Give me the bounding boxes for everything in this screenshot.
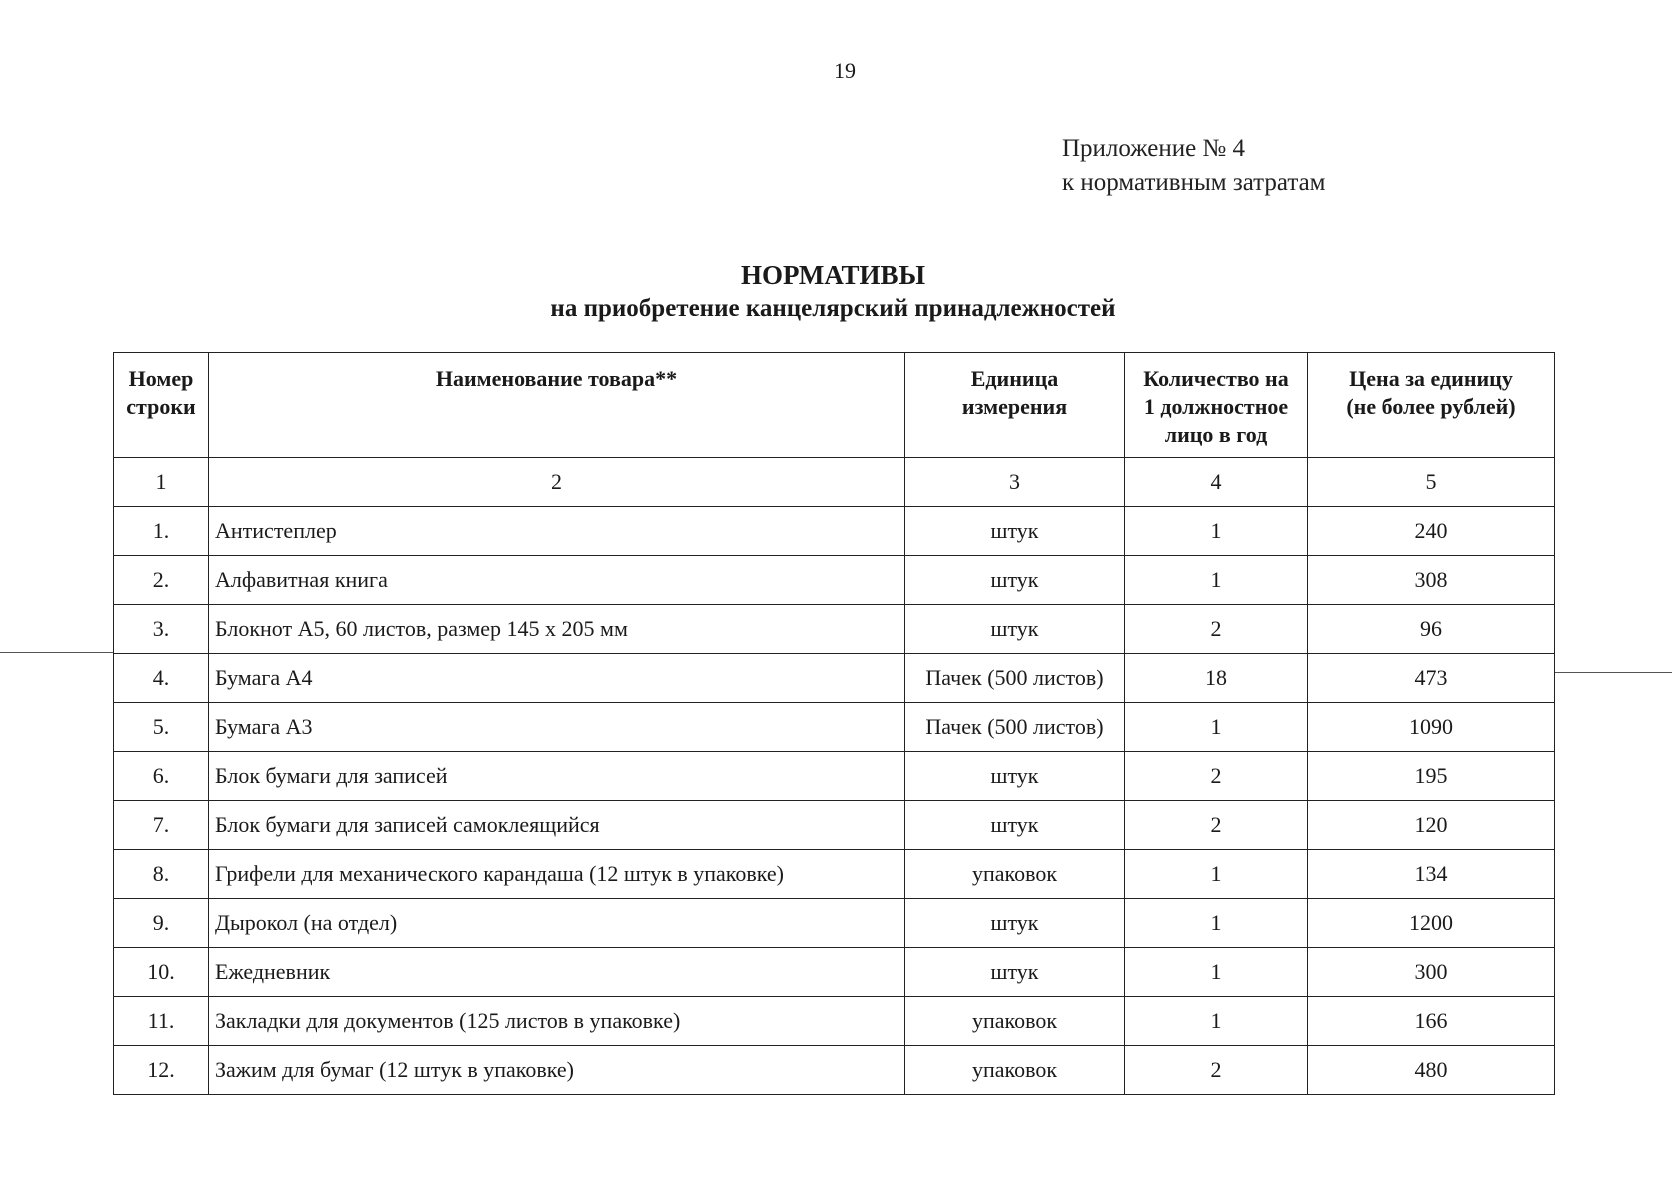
header-quantity: Количество на 1 должностное лицо в год (1125, 353, 1308, 458)
table-row (114, 556, 1555, 605)
item-quantity: 2 (1125, 1046, 1308, 1095)
item-name: Зажим для бумаг (12 штук в упаковке) (209, 1046, 905, 1095)
item-price: 240 (1308, 507, 1555, 556)
item-quantity: 1 (1125, 703, 1308, 752)
item-unit: штук (905, 507, 1125, 556)
item-name: Ежедневник (209, 948, 905, 997)
item-name: Блокнот А5, 60 листов, размер 145 х 205 мм (209, 605, 905, 654)
item-price: 1200 (1308, 899, 1555, 948)
table-row (114, 1046, 1555, 1095)
table-row (114, 997, 1555, 1046)
item-price: 480 (1308, 1046, 1555, 1095)
item-name: Блок бумаги для записей (209, 752, 905, 801)
table-row (114, 801, 1555, 850)
item-quantity: 1 (1125, 899, 1308, 948)
item-price: 473 (1308, 654, 1555, 703)
item-price: 1090 (1308, 703, 1555, 752)
row-number: 5. (114, 703, 209, 752)
table-row (114, 850, 1555, 899)
item-price: 134 (1308, 850, 1555, 899)
item-unit: штук (905, 899, 1125, 948)
appendix-line-2: к нормативным затратам (1062, 169, 1326, 196)
row-number: 2. (114, 556, 209, 605)
row-number: 3. (114, 605, 209, 654)
item-quantity: 1 (1125, 507, 1308, 556)
table-row (114, 654, 1555, 703)
item-quantity: 1 (1125, 556, 1308, 605)
column-number: 3 (905, 458, 1125, 507)
item-quantity: 18 (1125, 654, 1308, 703)
column-number: 4 (1125, 458, 1308, 507)
item-name: Антистеплер (209, 507, 905, 556)
item-name: Бумага А4 (209, 654, 905, 703)
table-row (114, 605, 1555, 654)
item-quantity: 1 (1125, 948, 1308, 997)
item-unit: штук (905, 605, 1125, 654)
scan-artifact-line-left (0, 652, 113, 653)
row-number: 1. (114, 507, 209, 556)
header-row-number: Номер строки (114, 353, 209, 458)
table-row (114, 703, 1555, 752)
row-number: 12. (114, 1046, 209, 1095)
table-header-row (114, 353, 1555, 458)
item-unit: Пачек (500 листов) (905, 654, 1125, 703)
item-price: 195 (1308, 752, 1555, 801)
row-number: 6. (114, 752, 209, 801)
item-quantity: 1 (1125, 850, 1308, 899)
item-price: 120 (1308, 801, 1555, 850)
row-number: 8. (114, 850, 209, 899)
item-unit: штук (905, 752, 1125, 801)
scan-artifact-line-right (1554, 672, 1672, 673)
title-subtitle: на приобретение канцелярский принадлежностей (550, 295, 1116, 322)
item-name: Дырокол (на отдел) (209, 899, 905, 948)
item-name: Закладки для документов (125 листов в упаковке) (209, 997, 905, 1046)
item-quantity: 1 (1125, 997, 1308, 1046)
page-number: 19 (834, 58, 856, 83)
appendix-line-1: Приложение № 4 (1062, 135, 1246, 162)
item-unit: упаковок (905, 997, 1125, 1046)
item-unit: штук (905, 556, 1125, 605)
item-quantity: 2 (1125, 605, 1308, 654)
item-unit: штук (905, 948, 1125, 997)
item-price: 300 (1308, 948, 1555, 997)
table-row (114, 899, 1555, 948)
column-number-row (114, 458, 1555, 507)
item-name: Блок бумаги для записей самоклеящийся (209, 801, 905, 850)
title-main: НОРМАТИВЫ (740, 260, 926, 290)
item-unit: штук (905, 801, 1125, 850)
item-price: 96 (1308, 605, 1555, 654)
row-number: 11. (114, 997, 209, 1046)
row-number: 7. (114, 801, 209, 850)
item-unit: упаковок (905, 850, 1125, 899)
item-name: Бумага А3 (209, 703, 905, 752)
item-name: Алфавитная книга (209, 556, 905, 605)
column-number: 5 (1308, 458, 1555, 507)
table-row (114, 507, 1555, 556)
column-number: 2 (209, 458, 905, 507)
row-number: 4. (114, 654, 209, 703)
item-price: 166 (1308, 997, 1555, 1046)
header-price: Цена за единицу (не более рублей) (1308, 353, 1555, 458)
item-unit: Пачек (500 листов) (905, 703, 1125, 752)
header-unit: Единица измерения (905, 353, 1125, 458)
row-number: 9. (114, 899, 209, 948)
item-quantity: 2 (1125, 752, 1308, 801)
item-price: 308 (1308, 556, 1555, 605)
appendix-note (1062, 132, 1326, 200)
document-title (113, 258, 1553, 326)
table-row (114, 752, 1555, 801)
table-row (114, 948, 1555, 997)
item-quantity: 2 (1125, 801, 1308, 850)
item-unit: упаковок (905, 1046, 1125, 1095)
column-number: 1 (114, 458, 209, 507)
row-number: 10. (114, 948, 209, 997)
header-item-name: Наименование товара** (209, 353, 905, 458)
norms-table (113, 352, 1555, 1095)
item-name: Грифели для механического карандаша (12 штук в упаковке) (209, 850, 905, 899)
